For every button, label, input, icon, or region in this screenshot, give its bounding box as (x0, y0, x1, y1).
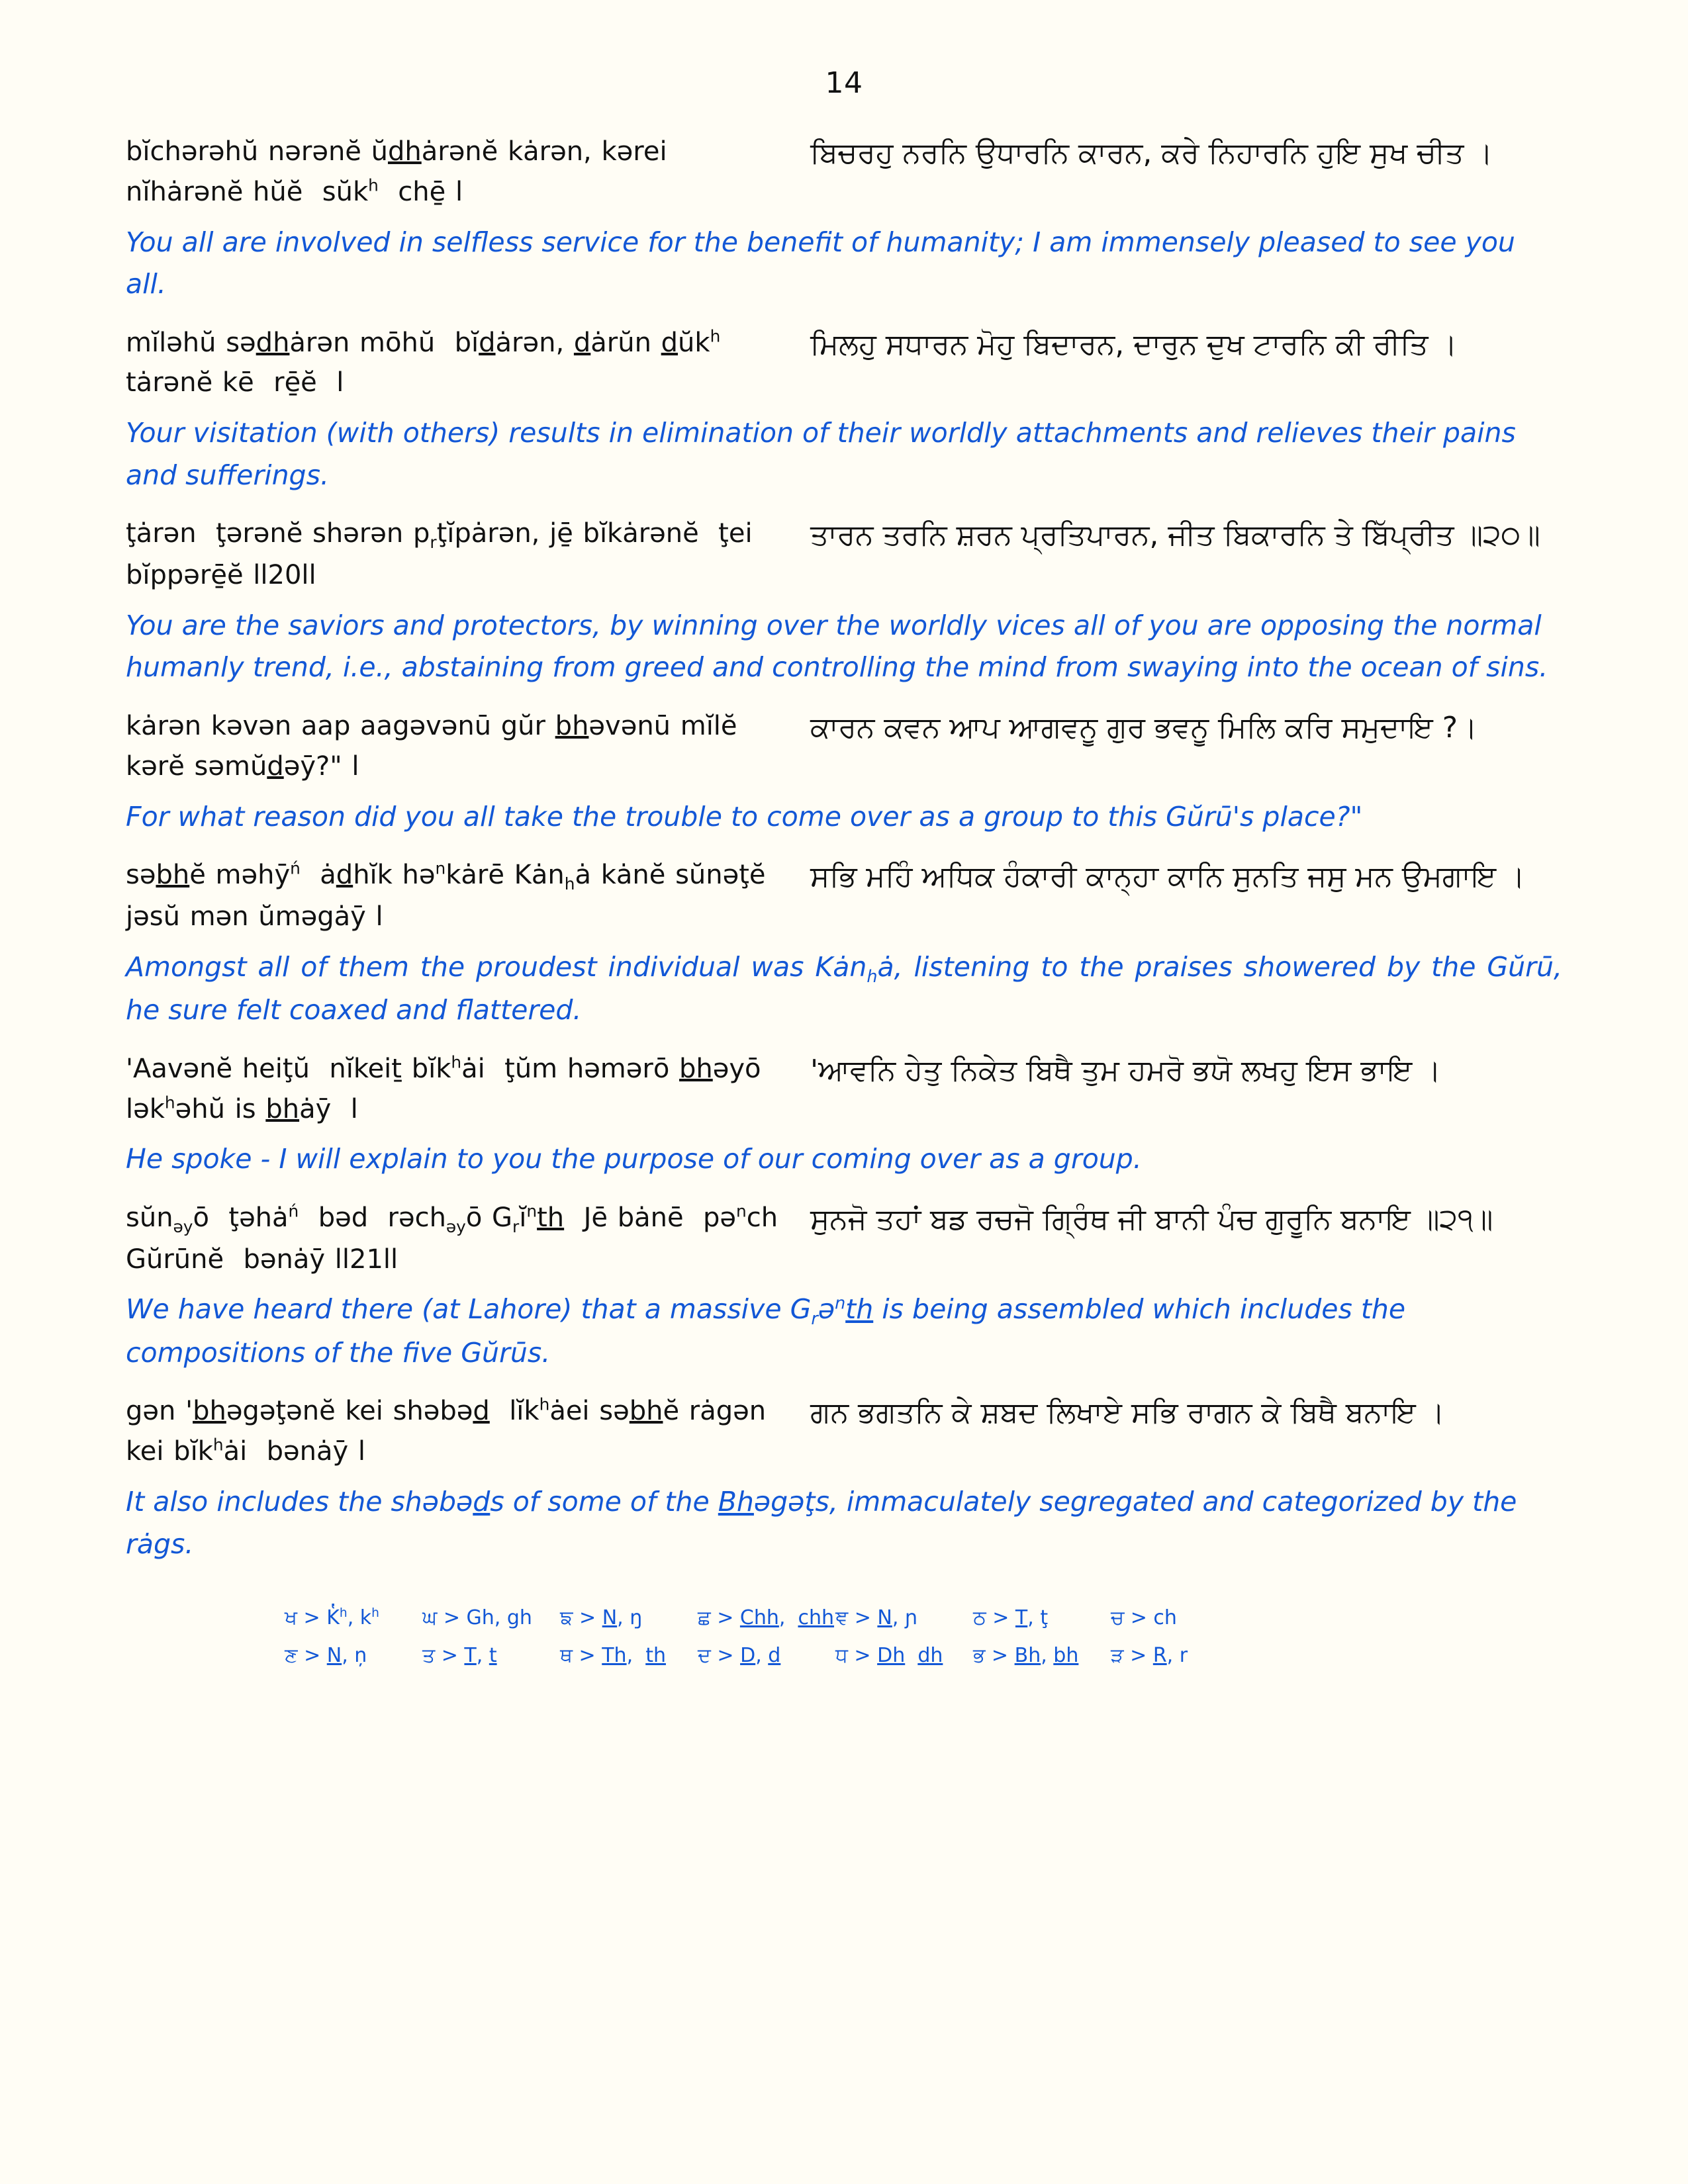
gurmukhi-text: ਸਭਿ ਮਹਿੰ ਅਧਿਕ ਹੰਕਾਰੀ ਕਾਨ੍ਹਾ ਕਾਨਿ ਸੁਨਤਿ ਜਸੁ ਮਨ ਉਮਗਾਇ । (810, 860, 1525, 894)
transliteration-text: bĭchərəhŭ nərənĕ ŭdhȧrənĕ kȧrən, kərei nĭhȧrənĕ hŭĕ sŭk$^h$ chē̱ l (126, 136, 667, 207)
legend-entry: ਭ > Bh, bh (973, 1644, 1079, 1668)
legend-entry: ੜ > R, r (1111, 1644, 1188, 1668)
verse-row (126, 323, 1562, 404)
verse-row (126, 132, 1562, 212)
verse-list (126, 132, 1562, 1565)
legend-entry: ਥ > Th, th (560, 1644, 666, 1668)
gurmukhi-text: ਬਿਚਰਹੁ ਨਰਨਿ ਉਧਾਰਨਿ ਕਾਰਨ, ਕਰੇ ਨਿਹਾਰਨਿ ਹੁਇ ਸੁਖ ਚੀਤ । (810, 136, 1493, 170)
transliteration-text: kȧrən kəvən aap aagəvənū gŭr bhəvənū mĭlĕ kərĕ səmŭdəȳ?" l (126, 710, 737, 782)
transliteration-text: ţȧrən ţərənĕ shərən $p_rţĭpȧrən$, jē̱ bĭkȧrənĕ ţei bĭppərē̱ĕ ll20ll (126, 518, 753, 591)
legend-row (285, 1606, 1483, 1629)
verse-row (126, 1198, 1562, 1279)
legend-entry: ਛ > Chh, chh (698, 1606, 835, 1630)
legend-entry: ਙ > N, ŋ (560, 1606, 643, 1630)
verse-row (126, 855, 1562, 936)
english-translation: For what reason did you all take the trouble to come over as a group to this Gŭrū's place?" (126, 800, 1363, 833)
english-translation: Your visitation (with others) results in elimination of their worldly attachments and relieves their pains and sufferings. (126, 417, 1516, 491)
legend-row (285, 1644, 1483, 1667)
english-translation: It also includes the shəbəds of some of the Bhəgəţs, immaculately segregated and categorized by the rȧgs. (126, 1486, 1517, 1560)
english-translation: We have heard there (at Lahore) that a massive $G_rə^nth$ is being assembled which includes the compositions of the five Gŭrūs. (126, 1293, 1406, 1369)
gurmukhi-text: ਗਨ ਭਗਤਨਿ ਕੇ ਸ਼ਬਦ ਲਿਖਾਏ ਸਭਿ ਰਾਗਨ ਕੇ ਬਿਥੈ ਬਨਾਇ । (810, 1396, 1445, 1430)
gurmukhi-text: 'ਆਵਨਿ ਹੇਤੁ ਨਿਕੇਤ ਬਿਥੈ ਤੁਮ ਹਮਰੋ ਭਯੋ ਲਖਹੁ ਇਸ ਭਾਇ । (810, 1053, 1441, 1087)
verse-row (126, 1049, 1562, 1130)
verse-row (126, 514, 1562, 595)
legend-entry: ਞ > N, ɲ (835, 1606, 918, 1630)
gurmukhi-text: ਸੁਨਜੋ ਤਹਾਂ ਬਡ ਰਚਜੋ ਗ੍ਰਿੰਥ ਜੀ ਬਾਨੀ ਪੰਚ ਗੁਰੂਨਿ ਬਨਾਇ ॥੨੧॥ (810, 1202, 1493, 1236)
legend-entry: ਣ > N, ņ (285, 1644, 367, 1668)
legend-entry: ਚ > ch (1111, 1606, 1177, 1630)
transliteration-legend (126, 1606, 1562, 1667)
legend-entry: ਘ > Gh, gh (422, 1606, 532, 1630)
legend-entry: ਠ > T, ţ (973, 1606, 1049, 1630)
legend-entry: ਖ > K̔$^h$, $k^h$ (285, 1606, 379, 1630)
transliteration-text: səbhĕ məhȳ$^ń$ ȧdhĭk hə$^n$kȧrē Kȧn$_h$ȧ kȧnĕ sŭnəţĕ jəsŭ mən ŭməgȧȳ l (126, 858, 766, 932)
legend-entry: ਤ > T, t (422, 1644, 497, 1668)
gurmukhi-text: ਮਿਲਹੁ ਸਧਾਰਨ ਮੋਹੁ ਬਿਦਾਰਨ, ਦਾਰੁਨ ਦੁਖ ਟਾਰਨਿ ਕੀ ਰੀਤਿ । (810, 327, 1458, 361)
english-translation: You all are involved in selfless service for the benefit of humanity; I am immensely pleased to see you all. (126, 226, 1515, 300)
english-translation: You are the saviors and protectors, by winning over the worldly vices all of you are opposing the normal humanly trend, i.e., abstaining from greed and controlling the mind from swaying into the ocean of sins. (126, 609, 1548, 684)
english-translation: Amongst all of them the proudest individual was Kȧn$_h$ȧ, listening to the praises showered by the Gŭrū, he sure felt coaxed and flattered. (126, 950, 1562, 1026)
gurmukhi-text: ਕਾਰਨ ਕਵਨ ਆਪ ਆਗਵਨੂ ਗੁਰ ਭਵਨੂ ਮਿਲਿ ਕਰਿ ਸਮੁਦਾਇ ?। (810, 710, 1477, 745)
transliteration-text: gən 'bhəgəţənĕ kei shəbəd lĭk$^h$ȧei səbhĕ rȧgən kei bĭk$^h$ȧi bənȧȳ l (126, 1395, 767, 1467)
transliteration-text: mĭləhŭ sədhȧrən mōhŭ bĭdȧrən, dȧrŭn dŭk$^h$ tȧrənĕ kē rē̱ĕ l (126, 326, 730, 398)
legend-entry: ਧ > Dh dh (835, 1644, 943, 1668)
gurmukhi-text: ਤਾਰਨ ਤਰਨਿ ਸ਼ਰਨ ਪ੍ਰਤਿਪਾਰਨ, ਜੀਤ ਬਿਕਾਰਨਿ ਤੇ ਬਿੱਪ੍ਰੀਤ ॥੨੦॥ (810, 518, 1540, 553)
transliteration-text: sŭn$_{əy}$ō ţəhȧ$^ń$ bəd rəch$_{əy}$ō $G_rĭ^nth$ Jē bȧnē pə$^n$ch Gŭrūnĕ bənȧȳ ll21ll (126, 1201, 778, 1275)
verse-row (126, 1391, 1562, 1472)
verse-row (126, 706, 1562, 787)
legend-entry: ਦ > D, d (698, 1644, 781, 1668)
page-number: 14 (825, 66, 863, 100)
transliteration-text: 'Aavənĕ heiţŭ nĭkeiṯ bĭk$^h$ȧi ţŭm həmərō bhəyō lək$^h$əhŭ is bhȧȳ l (126, 1052, 771, 1124)
english-translation: He spoke - I will explain to you the purpose of our coming over as a group. (126, 1143, 1142, 1175)
